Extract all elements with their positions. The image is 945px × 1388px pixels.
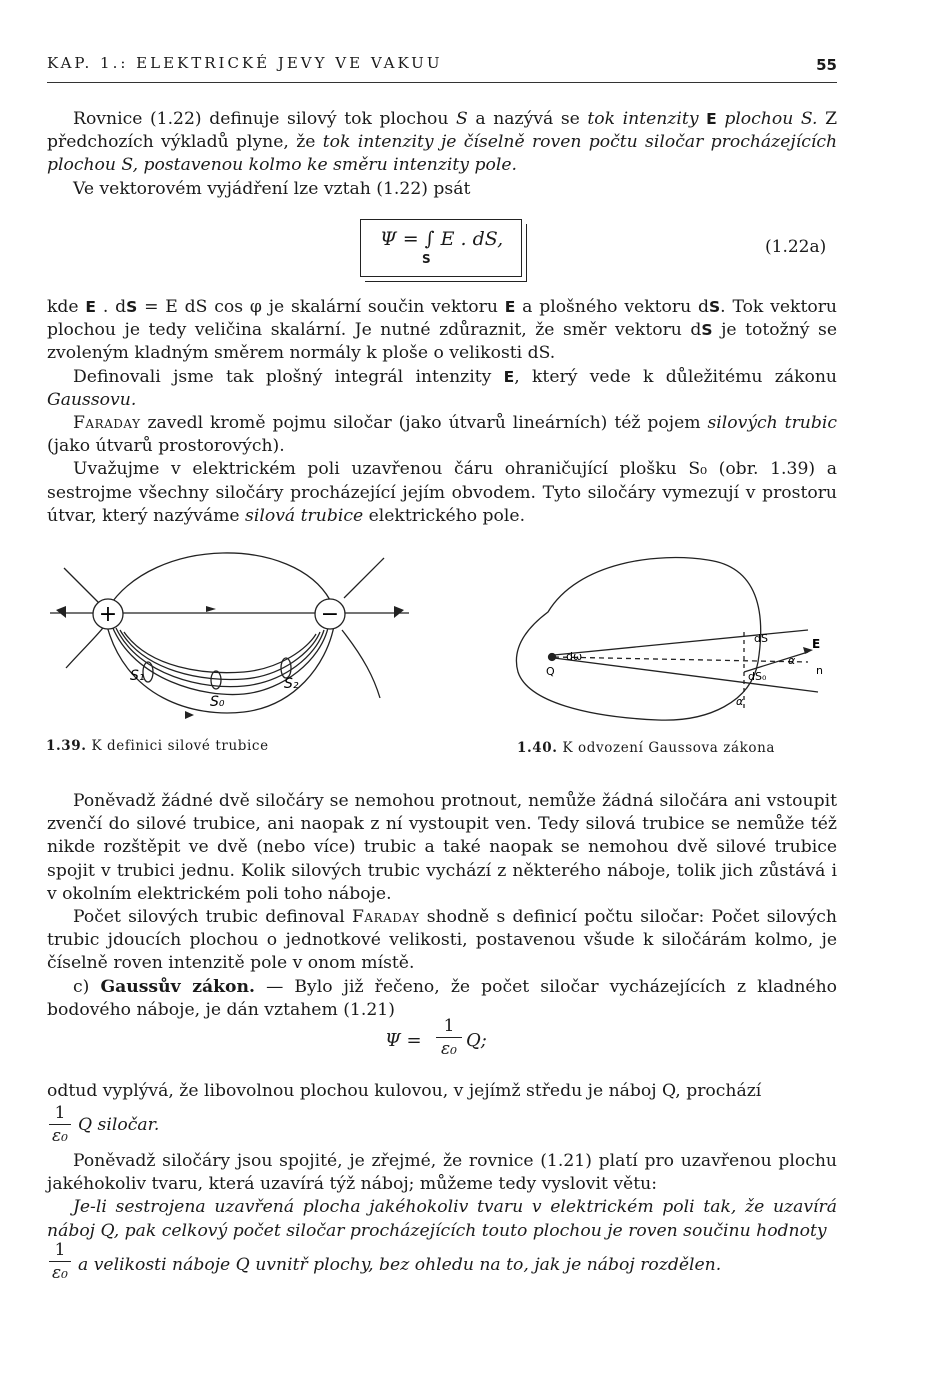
label-Q: Q — [546, 665, 555, 678]
plus-sign: + — [98, 602, 118, 627]
formula-121-fraction: 1 ε₀ — [436, 1016, 462, 1059]
text-block-top — [47, 108, 837, 201]
label-E: E — [812, 637, 821, 651]
page-number: 55 — [816, 56, 837, 74]
axis-dashed — [554, 657, 808, 662]
equation-integral-subscript: S — [422, 252, 431, 266]
figure-140-caption: 1.40. K odvození Gaussova zákona — [517, 740, 776, 756]
figure-140-gauss — [508, 552, 838, 728]
upper-field-line — [108, 553, 330, 608]
paragraph-5: Faraday zavedl kromě pojmu siločar (jako útvarů lineárních) též pojem silových trubic (jako útvarů prostorových). — [47, 413, 837, 457]
cone-line-upper — [554, 630, 808, 655]
text-block-bottom — [47, 1150, 837, 1243]
paragraph-10-fraction: 1 ε₀ — [49, 1103, 71, 1146]
paragraph-2: Ve vektorovém vyjádření lze vztah (1.22) psát — [73, 178, 471, 199]
minus-sign: − — [320, 602, 340, 627]
header-rule — [47, 82, 837, 83]
running-header — [47, 54, 837, 78]
paragraph-7: Poněvadž žádné dvě siločáry se nemohou protnout, nemůže žádná siločára ani vstoupit zvenčí do silové trubice, ani naopak z ní vystoupit ven. Tedy silová trubice se nemůže též nikde rozštěpit ve dvě (nebo více) trubic a také naopak se nemohou dvě silové trubice spojit v trubici jednu. Kolik silových trubic vychází z některého náboje, tolik jich zůstává i v okolním elektrickém poli toho náboje. — [47, 791, 837, 904]
figure-139-caption: 1.39. K definici silové trubice — [46, 738, 269, 754]
paragraph-10-end: Q siločar. — [78, 1115, 160, 1135]
paragraph-4: Definovali jsme tak plošný integrál intenzity E, který vede k důležitému zákonu Gaussovu. — [47, 366, 837, 410]
arrow-left — [56, 606, 66, 618]
equation-number: (1.22a) — [765, 237, 827, 257]
paragraph-12: Je-li sestrojena uzavřená plocha jakéhokoliv tvaru v elektrickém poli tak, že uzavírá náboj Q, pak celkový počet siločar procházejících touto plochou je roven součinu hodnoty — [47, 1197, 837, 1241]
paragraph-1: Rovnice (1.22) definuje silový tok plochou S a nazývá se tok intenzity E plochou S. Z předchozích výkladů plyne, že tok intenzity je číselně roven počtu siločar procházejících plochou S, postavenou kolmo ke směru intenzity pole. — [47, 109, 838, 176]
charge-Q — [549, 654, 556, 661]
label-s0: S₀ — [210, 694, 225, 710]
equation-122a — [380, 228, 504, 266]
formula-121-lhs: Ψ = — [385, 1030, 422, 1051]
label-n: n — [816, 664, 823, 677]
label-s2: S₂ — [284, 676, 299, 692]
label-dS: dS — [754, 632, 768, 645]
arrow-right — [394, 606, 404, 618]
paragraph-9: c) Gaussův zákon. — Bylo již řečeno, že počet siločar vycházejících z kladného bodového náboje, je dán vztahem (1.21) — [47, 976, 837, 1020]
formula-121-rhs: Q; — [466, 1030, 487, 1051]
paragraph-12-end: a velikosti náboje Q uvnitř plochy, bez ohledu na to, jak je náboj rozdělen. — [78, 1255, 722, 1275]
paragraph-6: Uvažujme v elektrickém poli uzavřenou čáru ohraničující plošku S₀ (obr. 1.39) a sestrojme všechny siločáry procházející jejím obvodem. Tyto siločáry vymezují v prostoru útvar, který nazýváme silová trubice elektrického pole. — [47, 459, 837, 526]
arrow-bottom — [185, 711, 194, 719]
text-block-lower — [47, 790, 837, 1022]
paragraph-11: Poněvadž siločáry jsou spojité, je zřejmé, že rovnice (1.21) platí pro uzavřenou plochu jakéhokoliv tvaru, která uzavírá týž náboj; můžeme tedy vyslovit větu: — [47, 1151, 837, 1195]
outer-line-right-bottom — [342, 630, 380, 698]
text-block-middle — [47, 296, 837, 528]
label-alpha-2: α — [736, 695, 744, 708]
paragraph-12-fraction: 1 ε₀ — [49, 1240, 71, 1283]
paragraph-3: kde E . dS = E dS cos φ je skalární součin vektoru E a plošného vektoru dS. Tok vektoru plochou je tedy veličina skalární. Je nutné zdůraznit, že směr vektoru dS je totožný se zvoleným kladným směrem normály k ploše o velikosti dS. — [47, 297, 837, 364]
label-domega: dω — [566, 650, 583, 663]
figure-139-silova-trubice — [44, 548, 424, 728]
label-alpha: α — [788, 654, 796, 667]
paragraph-10-line: odtud vyplývá, že libovolnou plochou kulovou, v jejímž středu je náboj Q, prochází — [47, 1081, 762, 1101]
arrow-top — [206, 606, 216, 612]
paragraph-8: Počet silových trubic definoval Faraday shodně s definicí počtu siločar: Počet silových trubic jdoucích plochou o jednotkové velikosti, postavenou všude k siločárám kolmo, je číselně roven intenzitě pole v onom místě. — [47, 907, 837, 974]
outer-line-right-top — [344, 558, 384, 598]
equation-formula: Ψ = ∫ E . dS, — [380, 228, 504, 250]
label-s1: S₁ — [130, 668, 145, 684]
running-title: KAP. 1.: ELEKTRICKÉ JEVY VE VAKUU — [47, 54, 443, 72]
cone-line-lower — [554, 658, 818, 692]
outer-line-left-bottom — [66, 624, 106, 668]
label-dS0: dS₀ — [748, 670, 767, 683]
